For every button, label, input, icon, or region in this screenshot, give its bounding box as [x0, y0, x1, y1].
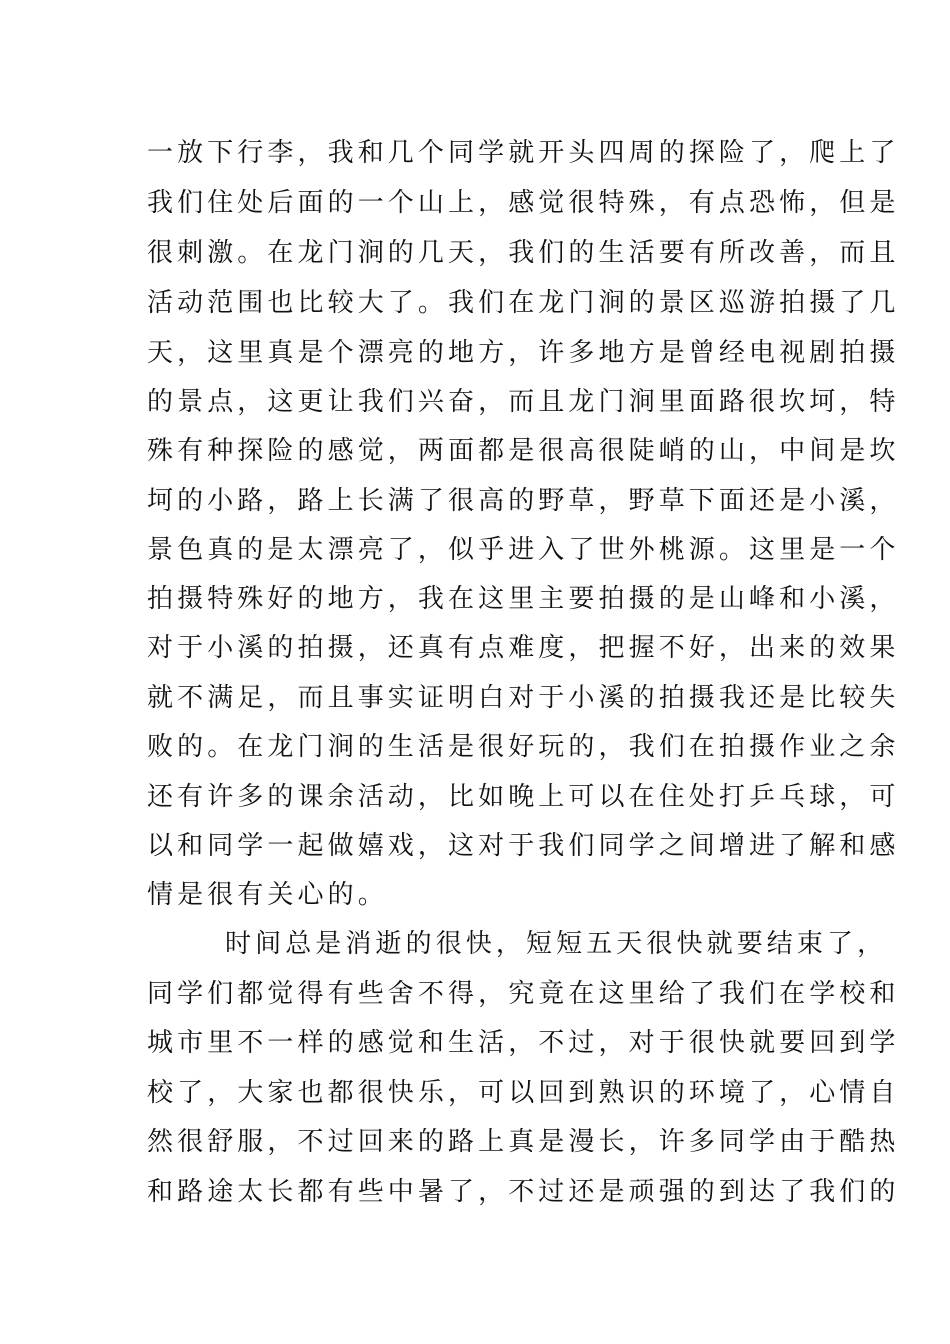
text-line: 然很舒服，不过回来的路上真是漫长，许多同学由于酷热 [147, 1127, 900, 1157]
text-line: 就不满足，而且事实证明白对于小溪的拍摄我还是比较失 [147, 683, 900, 713]
text-line: 天，这里真是个漂亮的地方，许多地方是曾经电视剧拍摄 [147, 338, 900, 368]
text-line: 还有许多的课余活动，比如晚上可以在住处打乒乓球，可 [147, 782, 900, 812]
text-line: 同学们都觉得有些舍不得，究竟在这里给了我们在学校和 [147, 979, 900, 1009]
text-line: 很刺激。在龙门涧的几天，我们的生活要有所改善，而且 [147, 238, 900, 268]
text-line: 的景点，这更让我们兴奋，而且龙门涧里面路很坎坷，特 [147, 387, 900, 417]
text-line: 一放下行李，我和几个同学就开头四周的探险了，爬上了 [147, 138, 900, 168]
text-line: 和路途太长都有些中暑了，不过还是顽强的到达了我们的 [147, 1177, 900, 1207]
text-line: 活动范围也比较大了。我们在龙门涧的景区巡游拍摄了几 [147, 288, 900, 318]
text-line: 对于小溪的拍摄，还真有点难度，把握不好，出来的效果 [147, 633, 900, 663]
text-line: 我们住处后面的一个山上，感觉很特殊，有点恐怖，但是 [147, 188, 900, 218]
text-line: 以和同学一起做嬉戏，这对于我们同学之间增进了解和感 [147, 831, 900, 861]
text-line: 情是很有关心的。 [147, 880, 388, 910]
text-line: 殊有种探险的感觉，两面都是很高很陡峭的山，中间是坎 [147, 436, 900, 466]
text-line: 坷的小路，路上长满了很高的野草，野草下面还是小溪， [147, 486, 900, 516]
text-line: 校了，大家也都很快乐，可以回到熟识的环境了，心情自 [147, 1078, 900, 1108]
text-line: 败的。在龙门涧的生活是很好玩的，我们在拍摄作业之余 [147, 732, 900, 762]
text-line: 城市里不一样的感觉和生活，不过，对于很快就要回到学 [147, 1028, 900, 1058]
text-line: 景色真的是太漂亮了，似乎进入了世外桃源。这里是一个 [147, 535, 900, 565]
text-line: 时间总是消逝的很快，短短五天很快就要结束了， [225, 929, 888, 959]
text-line: 拍摄特殊好的地方，我在这里主要拍摄的是山峰和小溪， [147, 584, 900, 614]
